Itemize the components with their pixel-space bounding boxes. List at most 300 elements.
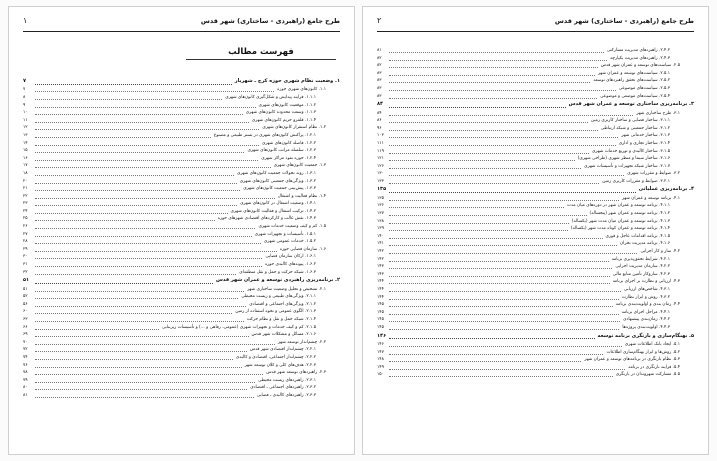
toc-page-number: ۱۴۵ xyxy=(377,317,384,323)
toc-leader-dots xyxy=(389,376,613,377)
toc-entry-row xyxy=(23,140,340,148)
toc-entry-title: ۲.۳.۲. راهبردهای اجتماعی ـ اقتصادی xyxy=(250,385,316,391)
toc-entry-title: ۱.۱.۲. موقعیت کانون‌های شهری xyxy=(258,102,316,108)
toc-entry-title: ۱.۱.۴. قلمرو حریم کانون‌های شهری xyxy=(251,117,316,123)
toc-leader-dots xyxy=(389,361,581,362)
toc-page-number: ۷۰ xyxy=(23,339,28,345)
toc-leader-dots xyxy=(389,321,620,322)
toc-page-number: ۱۴۲ xyxy=(377,256,384,262)
toc-page-number: ۶۶ xyxy=(23,324,28,330)
toc-leader-dots xyxy=(389,354,603,355)
toc-entry-row xyxy=(377,195,694,203)
toc-entry-row xyxy=(377,371,694,379)
toc-entry-title: ۲.۱.۳. الگوی عمومی و نحوه استفاده از زمین xyxy=(235,309,316,315)
toc-entry-title: ۲.۵. سیاست‌های توسعه و عمران شهر قدس xyxy=(600,63,680,69)
toc-leader-dots xyxy=(35,274,236,275)
toc-page-number: ۱۴ xyxy=(23,140,28,146)
toc-entry-row xyxy=(377,356,694,364)
toc-entry-row xyxy=(377,240,694,248)
toc-entry-row xyxy=(23,324,340,332)
toc-entry-title: ۴.۱.۱. برنامه توسعه و عمران شهر در دوره‌های میان مدت xyxy=(566,203,670,209)
toc-entry-row xyxy=(377,278,694,286)
toc-leader-dots xyxy=(35,198,275,199)
toc-page-number: ۱۴۵ xyxy=(377,309,384,315)
toc-entry-title: ۱.۱.۳. وسعت محدوده کانون‌های شهری xyxy=(245,110,316,116)
toc-page-number: ۱۳۹ xyxy=(377,226,384,232)
toc-page-number: ۱۴۹ xyxy=(377,364,384,370)
toc-page-number: ۸۳ xyxy=(377,78,382,84)
toc-entry-title: ۱.۴.۲. ترکیب اشتغال و فعالیت کانون‌های شهری xyxy=(230,208,316,214)
toc-page-number: ۸۳ xyxy=(377,85,382,91)
toc-entry-row xyxy=(23,170,340,178)
toc-page-number: ۸۱ xyxy=(377,48,382,53)
toc-page-number: ۱۳۸ xyxy=(377,218,384,224)
toc-page-number: ۱۳۳ xyxy=(377,178,384,184)
toc-entry-row xyxy=(377,301,694,309)
toc-leader-dots xyxy=(389,60,607,61)
toc-entry-row xyxy=(377,294,694,302)
toc-entry-title: ۴. برنامه‌ریزی عملیاتی xyxy=(638,185,694,194)
toc-page-number: ۱۴۴ xyxy=(377,294,384,300)
toc-leader-dots xyxy=(35,167,271,168)
toc-leader-dots xyxy=(389,314,619,315)
toc-page-number: ۷۶ xyxy=(23,362,28,368)
toc-leader-dots xyxy=(35,382,255,383)
toc-entry-title: ۱.۲.۳. سلسله مراتب کانون‌های شهری xyxy=(247,148,316,154)
toc-entry-title: ۳.۱.۱. ساختار فضایی و ساختار کاربری زمین xyxy=(591,118,670,124)
toc-entry-row xyxy=(23,94,340,102)
toc-page-number: ۸۳ xyxy=(377,93,382,99)
toc-entry-row xyxy=(23,185,340,193)
toc-entry-title: ۱.۳.۱. روند تحولات جمعیت کانون‌های شهری xyxy=(236,170,316,176)
toc-entry-title: ۳.۱.۵. ساختار کالبدی و توزیع خدمات شهری xyxy=(592,148,670,154)
toc-leader-dots xyxy=(35,389,247,390)
toc-entry-title: ۲.۱. تشخیص و تحلیل وضعیت ساختاری شهر xyxy=(247,286,326,292)
toc-page-number: ۲۲ xyxy=(23,193,28,199)
toc-leader-dots xyxy=(35,306,246,307)
toc-leader-dots xyxy=(35,258,262,259)
toc-page-number: ۱۳۰ xyxy=(377,171,384,177)
toc-leader-dots xyxy=(389,261,609,262)
toc-entry-row xyxy=(377,155,694,163)
toc-leader-dots xyxy=(35,367,242,368)
toc-entry-title: ۲.۵.۲. سیاست‌های تحقق راهبردهای توسعه xyxy=(593,78,670,84)
toc-entry-title: ۲.۱.۴. شبکه حمل و نقل و نظام حرکت xyxy=(246,317,316,322)
toc-leader-dots xyxy=(389,175,624,176)
toc-entry-row xyxy=(377,225,694,233)
toc-entry-row xyxy=(23,384,340,392)
toc-entry-title: ۱.۲.۲. فاصله کانون‌های شهری xyxy=(261,140,316,146)
toc-leader-dots xyxy=(35,243,261,244)
toc-page-number: ۳۰ xyxy=(23,254,28,260)
toc-entry-title: ۴.۲.۱. شرایط تحقق‌پذیری برنامه xyxy=(611,256,670,262)
toc-entry-title: ۴.۲. ساز و کار اجرایی xyxy=(640,249,680,255)
toc-entry-title: ۱.۱.۱. فرایند پیدایش و شکل‌گیری کانون‌های شهری xyxy=(225,94,316,100)
toc-leader-dots xyxy=(35,137,211,138)
toc-leader-dots xyxy=(389,238,603,239)
toc-page-number: ۱۴۵ xyxy=(377,302,384,308)
toc-entry-title: ۴.۲.۲. سازمان مدیریت اجرایی xyxy=(615,264,670,270)
toc-entry-title: ۱.۴. نظام فعالیت و اشتغال xyxy=(277,193,326,199)
toc-entry-title: ۴.۴. زمان بندی و اولویت‌بندی برنامه xyxy=(615,302,680,308)
toc-page-number: ۵۶ xyxy=(23,301,28,307)
toc-leader-dots xyxy=(389,183,599,184)
toc-entry-title: ۱.۲. نظام استقرار کانون‌های شهری xyxy=(262,125,326,131)
toc-entry-row xyxy=(377,140,694,148)
toc-entry-title: ۱.۶.۳. شبکه حرکت و حمل و نقل منطقه‌ای xyxy=(239,269,316,275)
toc-entry-row xyxy=(23,215,340,223)
toc-leader-dots xyxy=(35,145,259,146)
toc-entry-row xyxy=(377,202,694,210)
toc-entry-row xyxy=(377,210,694,218)
toc-chapter-row xyxy=(23,77,340,86)
toc-entry-title: ۱.۳.۲. ویژگی‌های جمعیتی کانون‌های شهری xyxy=(239,178,316,184)
page-right xyxy=(362,6,709,455)
toc-page-number: ۱۸ xyxy=(23,170,28,176)
header-title: طرح جامع (راهبردی - ساختاری) شهر قدس xyxy=(200,17,340,25)
page-number: ۲ xyxy=(377,16,382,25)
toc-leader-dots xyxy=(35,91,274,92)
toc-entry-row xyxy=(23,193,340,201)
toc-leader-dots xyxy=(35,298,238,299)
toc-entry-title: ۲.۲.۳. هدف‌های کلی و کلان توسعه شهر xyxy=(244,362,316,368)
toc-list xyxy=(377,47,694,379)
toc-entry-title: ۳.۲. ضوابط و مقررات شهری xyxy=(627,171,680,177)
toc-leader-dots xyxy=(389,82,590,83)
toc-entry-row xyxy=(377,163,694,171)
toc-entry-title: ۱.۶.۲. پیوندهای کالبدی حوزه xyxy=(264,262,316,268)
toc-leader-dots xyxy=(35,291,244,292)
toc-page-number: ۱۴۱ xyxy=(377,241,384,247)
toc-leader-dots xyxy=(389,369,625,370)
toc-entry-title: ۵.۵. مشارکت شهروندان در بازنگری xyxy=(615,372,680,378)
toc-entry-row xyxy=(23,124,340,132)
toc-leader-dots xyxy=(389,52,604,53)
toc-entry-row xyxy=(23,286,340,294)
toc-entry-row xyxy=(377,148,694,156)
toc-entry-title: ۲.۳. راهبردهای توسعه شهر قدس xyxy=(266,370,326,376)
toc-entry-row xyxy=(377,263,694,271)
toc-entry-row xyxy=(23,117,340,125)
toc-entry-title: ۱.۱. کانون‌های شهری حوزه xyxy=(277,87,326,93)
page-header xyxy=(23,15,340,32)
toc-entry-row xyxy=(23,354,340,362)
toc-leader-dots xyxy=(35,84,232,85)
toc-entry-title: ۱.۳.۳. پیش‌بینی جمعیت کانون‌های شهری xyxy=(243,186,316,192)
toc-entry-title: ۴.۴.۱. مراحل اجرای برنامه xyxy=(621,309,670,315)
toc-leader-dots xyxy=(35,175,234,176)
header-title: طرح جامع (راهبردی - ساختاری) شهر قدس xyxy=(554,17,694,25)
toc-entry-title: ۲.۱.۵. کم و کیف خدمات و تجهیزات شهری (عمومی، رفاهی و ...) و تأسیسات زیربنایی xyxy=(162,324,316,330)
toc-entry-title: ۲.۴.۲. راهبردهای مدیریت مشارکتی xyxy=(606,48,670,53)
toc-entry-row xyxy=(23,316,340,324)
toc-entry-row xyxy=(23,261,340,269)
toc-leader-dots xyxy=(35,397,254,398)
toc-leader-dots xyxy=(389,137,618,138)
toc-entry-row xyxy=(23,162,340,170)
toc-leader-dots xyxy=(35,99,222,100)
toc-page-number: ۷ xyxy=(23,87,26,93)
toc-page-number: ۱۵ xyxy=(23,148,28,154)
toc-entry-row xyxy=(377,286,694,294)
toc-leader-dots xyxy=(389,153,589,154)
toc-entry-row xyxy=(377,47,694,55)
toc-entry-row xyxy=(23,392,340,400)
toc-leader-dots xyxy=(35,236,252,237)
toc-leader-dots xyxy=(35,321,244,322)
toc-leader-dots xyxy=(35,313,232,314)
toc-page-number: ۷۸ xyxy=(23,370,28,376)
toc-entry-title: ۳.۱.۲. ساختار جمعیتی و شبکه ارتباطی xyxy=(600,125,670,131)
toc-leader-dots xyxy=(389,245,617,246)
toc-entry-title: ۲.۲. چشم‌انداز توسعه شهر xyxy=(277,339,326,345)
toc-page-number: ۷۹ xyxy=(23,377,28,383)
toc-entry-title: ۳.۱.۴. ساختار تجاری و اداری xyxy=(618,140,670,146)
toc-entry-row xyxy=(377,85,694,93)
toc-entry-title: ۳.۱.۷. ساختار شبکه تجهیزات و تأسیسات شهری xyxy=(584,163,670,169)
toc-list xyxy=(23,77,340,400)
toc-leader-dots xyxy=(389,338,595,339)
toc-leader-dots xyxy=(35,190,240,191)
toc-entry-row xyxy=(23,301,340,309)
toc-entry-title: ۴.۴.۳. اولویت‌بندی پروژه‌ها xyxy=(622,324,670,330)
toc-entry-title: ۴.۱.۵. برنامه اقدامات عاجل و فوری xyxy=(605,233,670,239)
toc-entry-row xyxy=(23,377,340,385)
toc-entry-title: ۳. برنامه‌ریزی ساختاری توسعه و عمران شهر قدس xyxy=(568,100,694,109)
toc-page-number: ۱۴۸ xyxy=(377,357,384,363)
toc-leader-dots xyxy=(35,283,213,284)
toc-leader-dots xyxy=(35,107,256,108)
toc-entry-row xyxy=(23,246,340,254)
toc-entry-title: ۱.۵.۲. خدمات عمومی شهری xyxy=(263,239,316,245)
toc-page-number: ۱۴۴ xyxy=(377,287,384,292)
toc-entry-row xyxy=(23,178,340,186)
toc-page-number: ۱۲۶ xyxy=(377,163,384,169)
toc-leader-dots xyxy=(389,215,587,216)
toc-leader-dots xyxy=(389,253,637,254)
toc-page-number: ۶۰ xyxy=(23,309,28,315)
toc-leader-dots xyxy=(35,251,277,252)
toc-leader-dots xyxy=(35,220,215,221)
toc-chapter-row xyxy=(377,100,694,109)
toc-page-number: ۱۱۱ xyxy=(377,140,384,146)
toc-entry-row xyxy=(23,223,340,231)
page-left xyxy=(8,6,355,455)
toc-page-number: ۱۱ xyxy=(23,117,28,123)
toc-page-number: ۱۴۵ xyxy=(377,324,384,330)
toc-leader-dots xyxy=(35,122,249,123)
toc-leader-dots xyxy=(389,306,613,307)
toc-leader-dots xyxy=(389,145,616,146)
toc-leader-dots xyxy=(35,213,228,214)
toc-entry-row xyxy=(23,147,340,155)
toc-page-number: ۱۰ xyxy=(23,110,28,116)
toc-leader-dots xyxy=(35,160,258,161)
toc-leader-dots xyxy=(35,183,237,184)
toc-page-number: ۸۲ xyxy=(377,55,382,61)
toc-entry-title: ۲. برنامه‌ریزی راهبردی توسعه و عمران شهر قدس xyxy=(215,276,340,285)
toc-entry-row xyxy=(377,218,694,226)
toc-entry-row xyxy=(377,316,694,324)
toc-entry-row xyxy=(23,231,340,239)
toc-entry-row xyxy=(377,349,694,357)
toc-entry-row xyxy=(23,109,340,117)
toc-entry-row xyxy=(23,339,340,347)
toc-leader-dots xyxy=(389,90,616,91)
toc-entry-title: ۲.۱.۶. مسائل و مشکلات شهر قدس xyxy=(251,332,316,338)
toc-entry-row xyxy=(377,341,694,349)
toc-entry-title: ۳.۲.۱. ضوابط و مقررات کاربری زمین xyxy=(602,178,670,184)
toc-entry-title: ۱.۴.۱. وضعیت اشتغال در کانون‌های شهری xyxy=(240,201,316,207)
toc-page-number: ۱۴۶ xyxy=(377,341,384,347)
toc-entry-row xyxy=(23,253,340,261)
toc-entry-row xyxy=(23,208,340,216)
toc-entry-title: ۴.۳.۲. روش و ابزار نظارت xyxy=(621,294,670,300)
toc-page-number: ۱۳۶ xyxy=(377,203,384,209)
toc-entry-title: ۱.۶. سازمان فضایی حوزه xyxy=(279,246,326,252)
toc-leader-dots xyxy=(389,67,598,68)
toc-entry-title: ۴.۱.۲. برنامه توسعه و عمران شهر (پنجساله) xyxy=(589,211,670,217)
toc-entry-title: ۵.۱. ایجاد بانک اطلاعات شهری xyxy=(624,341,680,347)
toc-chapter-row xyxy=(377,185,694,194)
toc-entry-row xyxy=(23,308,340,316)
toc-page-number: ۲۱ xyxy=(23,186,28,192)
toc-page-number: ۱۶ xyxy=(23,155,28,161)
toc-page-number: ۲۵ xyxy=(23,216,28,222)
toc-leader-dots xyxy=(35,228,255,229)
toc-leader-dots xyxy=(389,192,636,193)
toc-entry-row xyxy=(23,331,340,339)
toc-leader-dots xyxy=(35,374,263,375)
toc-leader-dots xyxy=(35,205,237,206)
toc-page-number: ۵۱ xyxy=(23,276,30,285)
toc-entry-title: ۴.۱.۶. برنامه مدیریت بحران xyxy=(619,241,670,247)
toc-page-number: ۵۲ xyxy=(23,294,28,300)
toc-entry-row xyxy=(377,309,694,317)
toc-entry-row xyxy=(377,70,694,78)
toc-entry-row xyxy=(23,102,340,110)
toc-entry-row xyxy=(23,155,340,163)
toc-entry-row xyxy=(377,62,694,70)
toc-page-number: ۳۲ xyxy=(23,269,28,275)
toc-entry-title: ۵.۴. فرایند بازنگری در برنامه xyxy=(628,364,680,370)
toc-entry-row xyxy=(377,271,694,279)
toc-entry-title: ۲.۲.۲. چشم‌انداز اجتماعی، اقتصادی و کالبدی xyxy=(235,354,316,360)
toc-entry-title: ۱.۳. جمعیت کانون‌های شهری xyxy=(273,163,326,169)
toc-entry-row xyxy=(23,200,340,208)
toc-leader-dots xyxy=(35,359,233,360)
toc-entry-title: ۲.۵.۴. سیاست‌های موضعی و موضوعی xyxy=(600,93,670,99)
toc-entry-title: ۴.۱.۴. برنامه توسعه و عمران کوتاه مدت شهر (یکساله) xyxy=(570,226,670,232)
toc-leader-dots xyxy=(389,168,581,169)
toc-leader-dots xyxy=(35,129,259,130)
toc-entry-row xyxy=(377,364,694,372)
toc-entry-title: ۱.۵.۱. تأسیسات و تجهیزات شهری xyxy=(254,231,316,237)
toc-leader-dots xyxy=(389,207,564,208)
toc-entry-row xyxy=(23,293,340,301)
toc-chapter-row xyxy=(23,276,340,285)
toc-page-number: ۹ xyxy=(23,102,26,108)
toc-chapter-row xyxy=(377,332,694,341)
toc-entry-row xyxy=(23,369,340,377)
toc-entry-title: ۲.۳.۳. راهبردهای کالبدی ـ فضایی xyxy=(256,392,316,398)
toc-entry-title: ۴.۲.۳. سازوکار تأمین منابع مالی xyxy=(612,271,670,277)
toc-entry-title: ۴.۱.۳. برنامه توسعه و عمران میان مدت شهر (یکساله) xyxy=(571,218,670,224)
toc-entry-title: ۱.۴.۳. نقش غالب و کارکردهای اقتصادی شهرهای حوزه xyxy=(217,216,316,222)
toc-entry-title: ۲.۳.۱. راهبردهای زیست محیطی xyxy=(258,377,316,383)
toc-leader-dots xyxy=(35,266,262,267)
toc-entry-row xyxy=(377,324,694,332)
toc-entry-title: ۴.۳.۱. شاخص‌های ارزیابی xyxy=(623,287,670,292)
toc-leader-dots xyxy=(389,299,619,300)
toc-entry-row xyxy=(377,233,694,241)
toc-entry-row xyxy=(23,132,340,140)
toc-entry-row xyxy=(377,178,694,186)
toc-entry-row xyxy=(377,110,694,118)
toc-page-number: ۸۱ xyxy=(23,392,28,398)
toc-leader-dots xyxy=(389,115,633,116)
toc-page-number: ۶۹ xyxy=(23,332,28,338)
toc-entry-title: ۲.۲.۱. چشم‌انداز اقتصادی شهر قدس xyxy=(249,347,316,353)
toc-leader-dots xyxy=(35,351,247,352)
toc-page-number: ۳۱ xyxy=(23,262,28,268)
toc-page-number: ۱۳۵ xyxy=(377,185,387,194)
toc-entry-title: ۲.۵.۱. سیاست‌های توسعه و عمران شهر xyxy=(597,70,670,76)
toc-entry-row xyxy=(23,346,340,354)
toc-entry-title: ۱.۲.۴. حوزه نفوذ مراکز شهری xyxy=(261,155,316,161)
toc-leader-dots xyxy=(35,152,244,153)
toc-page-number: ۲۳ xyxy=(23,201,28,207)
toc-leader-dots xyxy=(389,223,569,224)
toc-page-number: ۸۴ xyxy=(377,110,382,116)
toc-entry-title: ۲.۱.۱. ویژگی‌های طبیعی و زیست محیطی xyxy=(241,294,316,300)
toc-entry-title: ۳.۱. طرح ساختاری شهر xyxy=(636,110,680,116)
toc-leader-dots xyxy=(35,114,243,115)
toc-page-number: ۱۴۶ xyxy=(377,332,387,341)
toc-entry-row xyxy=(377,55,694,63)
toc-leader-dots xyxy=(389,346,622,347)
toc-entry-row xyxy=(23,86,340,94)
toc-leader-dots xyxy=(389,230,568,231)
toc-entry-title: ۳.۱.۶. ساختار سیما و منظر شهری (طراحی شهری) xyxy=(577,156,670,162)
toc-leader-dots xyxy=(389,200,619,201)
toc-page-number: ۱۲ xyxy=(23,125,28,131)
toc-page-number: ۱۳ xyxy=(23,132,28,138)
toc-page-number: ۲۶ xyxy=(23,224,28,230)
toc-page-number: ۸۶ xyxy=(377,118,382,124)
toc-page-number: ۸۴ xyxy=(377,100,384,109)
toc-page-number: ۷۴ xyxy=(23,354,28,360)
toc-leader-dots xyxy=(389,160,575,161)
toc-page-number: ۲۴ xyxy=(23,208,28,214)
toc-page-number: ۱۴۳ xyxy=(377,271,384,277)
toc-entry-row xyxy=(377,170,694,178)
toc-entry-title: ۲.۴.۳. راهبردهای مدیریت یکپارچه xyxy=(610,55,670,61)
toc-entry-row xyxy=(23,238,340,246)
page-number: ۱ xyxy=(23,16,28,25)
toc-leader-dots xyxy=(35,344,275,345)
toc-page-number: ۱۷ xyxy=(23,163,28,169)
toc-leader-dots xyxy=(389,329,619,330)
toc-leader-dots xyxy=(389,98,597,99)
toc-entry-row xyxy=(23,362,340,370)
page-header xyxy=(377,15,694,32)
toc-page-number: ۷۲ xyxy=(23,347,28,353)
toc-entry-title: ۵. بهنگام‌سازی و بازنگری برنامه توسعه xyxy=(597,332,694,341)
toc-entry-title: ۱. وضعیت نظام شهری حوزه کرج ـ شهریار xyxy=(234,77,340,86)
toc-page-number: ۶۳ xyxy=(23,317,28,322)
toc-entry-title: ۱.۵. کم و کیف وضعیت خدمات شهری xyxy=(258,224,326,230)
